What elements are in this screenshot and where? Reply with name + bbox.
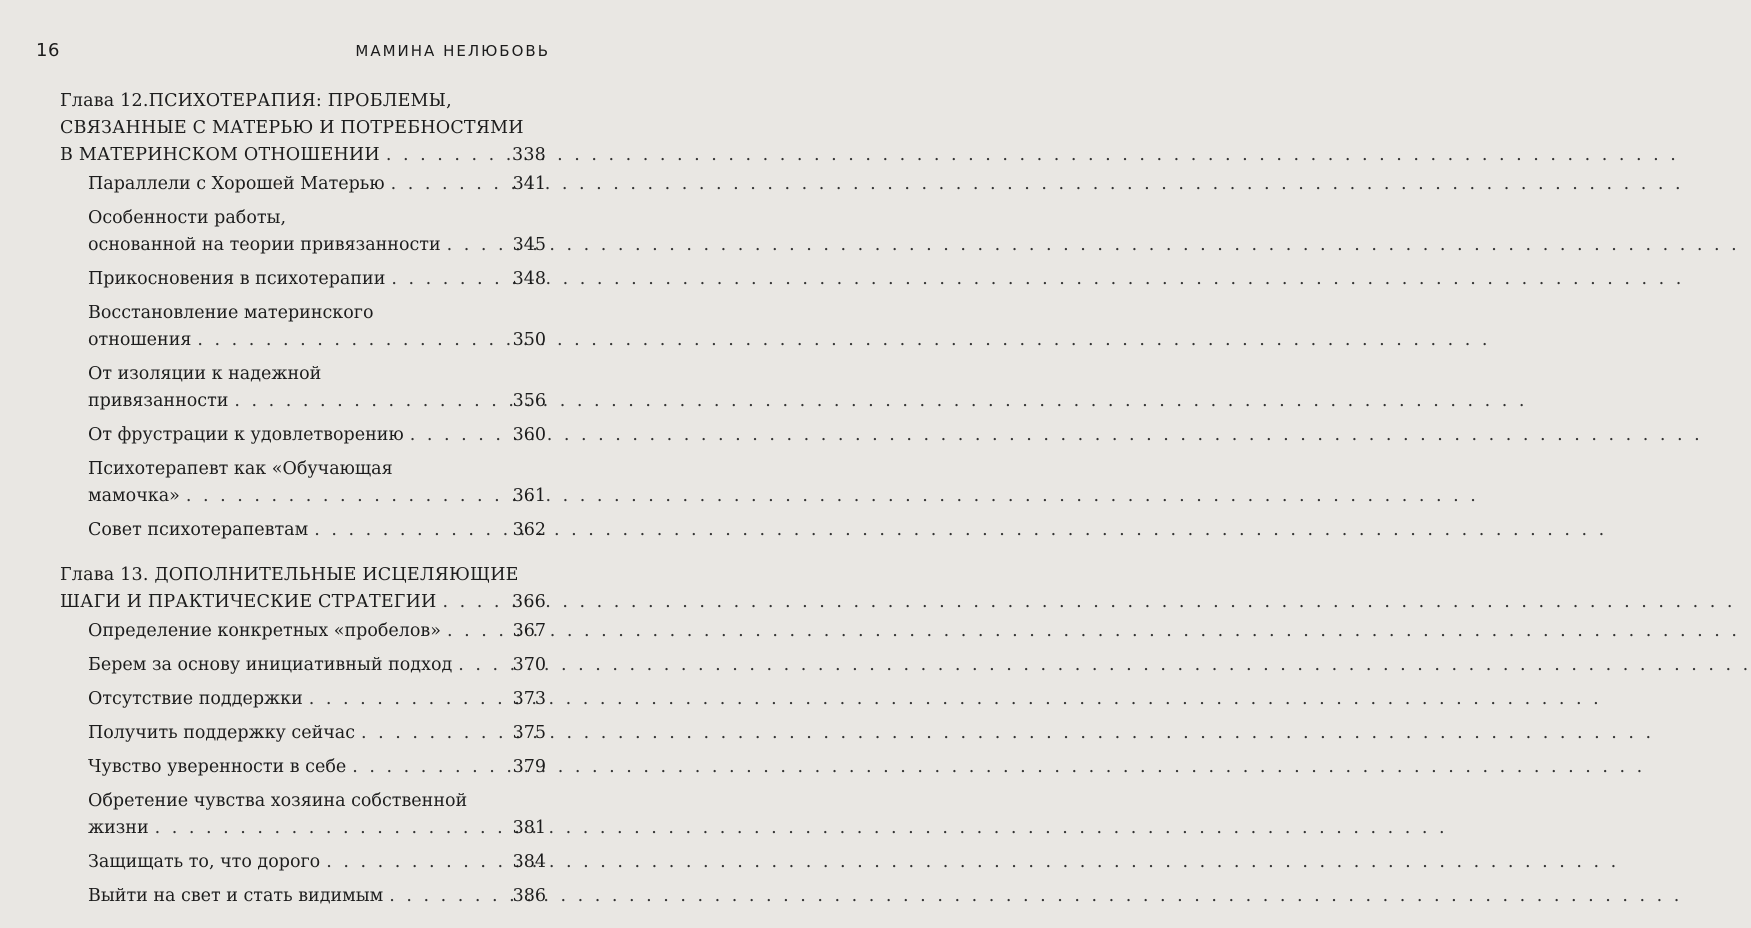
toc-entry: От изоляции к надежной привязанности . . . 356: [88, 361, 546, 415]
entry-page: 360: [512, 425, 546, 445]
entry-page: 356: [512, 391, 546, 411]
dot-leader: [361, 720, 507, 747]
toc-entry: От фрустрации к удовлетворению . . . 360: [88, 422, 546, 449]
chapter-13: [60, 562, 546, 910]
toc-entry: Определение конкретных «пробелов» . . . 367: [88, 618, 546, 645]
toc-entry: Прикосновения в психотерапии . . . 348: [88, 266, 546, 293]
dot-leader: [326, 849, 506, 876]
entry-page: 341: [512, 174, 546, 194]
entry-page: 384: [512, 852, 546, 872]
entry-page: 348: [512, 269, 546, 289]
chapter-title-line: Глава 12.ПСИХОТЕРАПИЯ: ПРОБЛЕМЫ,: [60, 91, 452, 111]
chapter-page: 338: [511, 145, 546, 165]
toc-entry: Отсутствие поддержки . . . 373: [88, 686, 546, 713]
page-number: 16: [36, 40, 60, 61]
page-header: [0, 0, 586, 70]
dot-leader: [197, 327, 506, 354]
dot-leader: [458, 652, 506, 679]
chapter-title-line: ШАГИ И ПРАКТИЧЕСКИЕ СТРАТЕГИИ . . . 366: [60, 589, 546, 616]
dot-leader: [447, 618, 507, 645]
dot-leader: [309, 686, 507, 713]
table-of-contents: [60, 88, 546, 928]
dot-leader: [352, 754, 506, 781]
dot-leader: [186, 483, 507, 510]
dot-leader: [410, 422, 507, 449]
entry-page: 361: [512, 486, 546, 506]
chapter-entries: [60, 618, 546, 910]
chapter-title-line: В МАТЕРИНСКОМ ОТНОШЕНИИ . . . 338: [60, 142, 546, 169]
dot-leader: [234, 388, 506, 415]
entry-page: 350: [512, 330, 546, 350]
chapter-title: [60, 88, 546, 169]
entry-page: 370: [512, 655, 546, 675]
toc-entry: Защищать то, что дорого . . . 384: [88, 849, 546, 876]
chapter-title-line: Глава 13. ДОПОЛНИТЕЛЬНЫЕ ИСЦЕЛЯЮЩИЕ: [60, 565, 519, 585]
entry-page: 375: [512, 723, 546, 743]
toc-entry: Чувство уверенности в себе . . . 379: [88, 754, 546, 781]
entry-page: 373: [512, 689, 546, 709]
entry-page: 386: [512, 886, 546, 906]
running-head: МАМИНА НЕЛЮБОВЬ: [355, 42, 550, 60]
entry-page: 381: [512, 818, 546, 838]
dot-leader: [443, 589, 506, 616]
toc-entry: Получить поддержку сейчас . . . 375: [88, 720, 546, 747]
chapter-12: [60, 88, 546, 544]
toc-entry: Параллели с Хорошей Матерью . . . 341: [88, 171, 546, 198]
chapter-entries: [60, 171, 546, 544]
dot-leader: [391, 266, 506, 293]
entry-page: 367: [512, 621, 546, 641]
toc-entry: Выйти на свет и стать видимым . . . 386: [88, 883, 546, 910]
chapter-page: 366: [511, 592, 546, 612]
chapter-title-line: СВЯЗАННЫЕ С МАТЕРЬЮ И ПОТРЕБНОСТЯМИ: [60, 118, 524, 138]
chapter-title: [60, 562, 546, 616]
toc-entry: Совет психотерапевтам . . . 362: [88, 517, 546, 544]
toc-entry: Особенности работы, основанной на теории привязанности . . . 345: [88, 205, 546, 259]
toc-entry: Психотерапевт как «Обучающая мамочка» . . . 361: [88, 456, 546, 510]
entry-page: 379: [512, 757, 546, 777]
toc-entry: Восстановление материнского отношения . . . 350: [88, 300, 546, 354]
toc-entry: Берем за основу инициативный подход . . . 370: [88, 652, 546, 679]
dot-leader: [447, 232, 507, 259]
dot-leader: [155, 815, 507, 842]
entry-page: 345: [512, 235, 546, 255]
dot-leader: [391, 171, 507, 198]
dot-leader: [386, 142, 506, 169]
dot-leader: [314, 517, 506, 544]
entry-page: 362: [512, 520, 546, 540]
toc-entry: Обретение чувства хозяина собственной жизни . . . 381: [88, 788, 546, 842]
dot-leader: [389, 883, 506, 910]
